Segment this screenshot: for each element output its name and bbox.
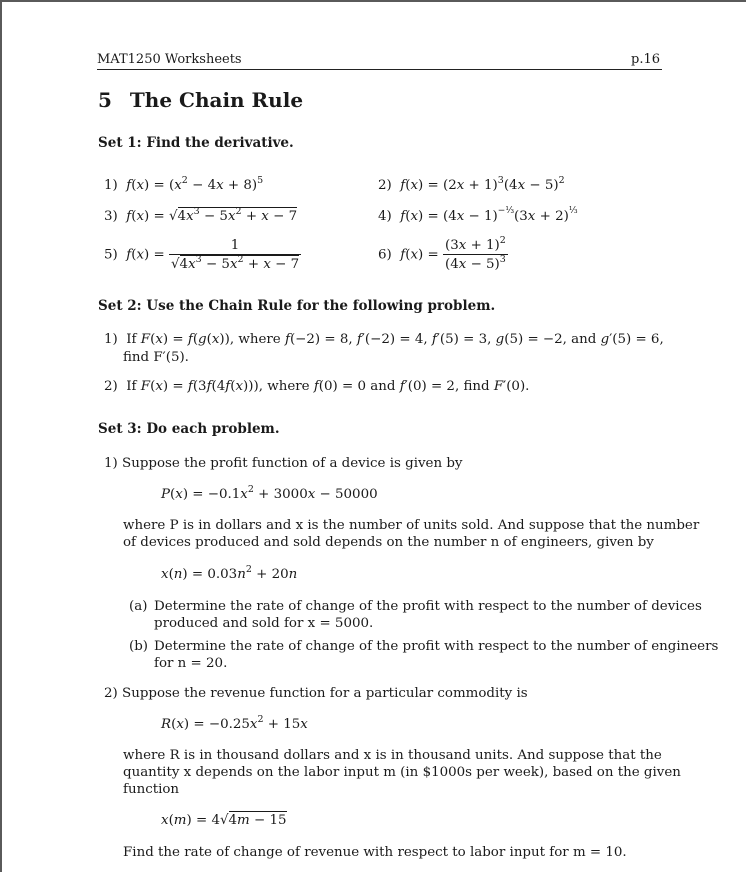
- subproblem-a-label: (a): [129, 599, 148, 614]
- course-header: MAT1250 Worksheets: [97, 52, 242, 67]
- subproblem-a-line2: produced and sold for x = 5000.: [154, 616, 374, 631]
- worksheet-page: [2, 2, 746, 872]
- problem-text: If F(x) = f(3f(4f(x))), where f(0) = 0 and f′(0) = 2, find F′(0).: [122, 379, 530, 394]
- math-expression: $f(x) = (4x - 1)^{-\frac{1}{3}}(3x + 2)^{\frac{1}{3}}$: [396, 206, 578, 224]
- section-number: 5: [98, 88, 112, 112]
- set1-problem-4: [378, 206, 578, 224]
- set1-problem-5: [104, 238, 301, 272]
- problem-label: 2): [378, 178, 392, 193]
- set3-p1-where-line2: of devices produced and sold depends on the number n of engineers, given by: [123, 535, 654, 550]
- set2-problem-1-line2: find F′(5).: [123, 350, 189, 365]
- problem-label: 4): [378, 209, 392, 224]
- set2-problem-2: [104, 378, 529, 396]
- math-expression: $f(x) = (2x + 1)^3(4x - 5)^2$: [396, 175, 565, 193]
- math-expression: $f(x) = (x^2 - 4x + 8)^5$: [122, 175, 264, 193]
- set3-problem-2-intro: [104, 685, 528, 703]
- math-lhs: f(x) =: [122, 247, 165, 263]
- labor-equation: x(m) = 4√4m − 15: [161, 813, 287, 828]
- math-lhs: f(x) =: [396, 247, 439, 263]
- problem-label: 1): [104, 332, 118, 347]
- set2-heading: Set 2: Use the Chain Rule for the following problem.: [98, 298, 496, 314]
- problem-label: 2): [104, 379, 118, 394]
- set3-problem-1-intro: [104, 455, 462, 473]
- set3-heading: Set 3: Do each problem.: [98, 421, 280, 437]
- section-title: [98, 88, 303, 112]
- set1-heading: Set 1: Find the derivative.: [98, 135, 294, 151]
- profit-equation: $P(x) = -0.1x^2 + 3000x - 50000$: [161, 484, 378, 502]
- set1-problem-2: [378, 175, 565, 193]
- set1-problem-6: [378, 235, 508, 272]
- problem-label: 3): [104, 209, 118, 224]
- set1-problem-3: [104, 206, 298, 224]
- set1-problem-1: [104, 175, 264, 193]
- problem-text: Suppose the revenue function for a particular commodity is: [122, 686, 528, 701]
- set3-p1-where-line1: where P is in dollars and x is the number of units sold. And suppose that the number: [123, 518, 700, 533]
- set3-p2-final: Find the rate of change of revenue with respect to labor input for m = 10.: [123, 845, 627, 860]
- set3-p2-where-line1: where R is in thousand dollars and x is in thousand units. And suppose that the: [123, 748, 662, 763]
- problem-label: 6): [378, 247, 392, 263]
- problem-text: Suppose the profit function of a device is given by: [122, 456, 463, 471]
- problem-label: 1): [104, 456, 118, 471]
- section-title-text: The Chain Rule: [129, 88, 304, 112]
- subproblem-b-label: (b): [129, 639, 149, 654]
- fraction: $\frac{(3x + 1)^2}{(4x - 5)^3}$: [445, 235, 506, 272]
- math-expression: $f(x) = √4x^3 - 5x^2 + x - 7$: [122, 206, 298, 224]
- problem-label: 5): [104, 247, 118, 263]
- page-number: p.16: [631, 52, 660, 67]
- problem-label: 1): [104, 178, 118, 193]
- subproblem-b-line2: for n = 20.: [154, 656, 228, 671]
- subproblem-a-line1: Determine the rate of change of the profit with respect to the number of devices: [154, 599, 702, 614]
- revenue-equation: $R(x) = -0.25x^2 + 15x$: [161, 714, 308, 732]
- problem-text: If F(x) = f(g(x)), where f(−2) = 8, f′(−2) = 4, f′(5) = 3, g(5) = −2, and g′(5) = 6,: [122, 332, 664, 347]
- set2-problem-1: [104, 331, 664, 349]
- header-rule: [97, 69, 662, 70]
- subproblem-b-line1: Determine the rate of change of the profit with respect to the number of engineers: [154, 639, 719, 654]
- problem-label: 2): [104, 686, 118, 701]
- fraction: $\frac{1}{√4x^3 - 5x^2 + x - 7}$: [171, 238, 300, 272]
- units-equation: $x(n) = 0.03n^2 + 20n$: [161, 564, 298, 582]
- set3-p2-where-line2: quantity x depends on the labor input m (in $1000s per week), based on the given: [123, 765, 681, 780]
- set3-p2-where-line3: function: [123, 782, 180, 797]
